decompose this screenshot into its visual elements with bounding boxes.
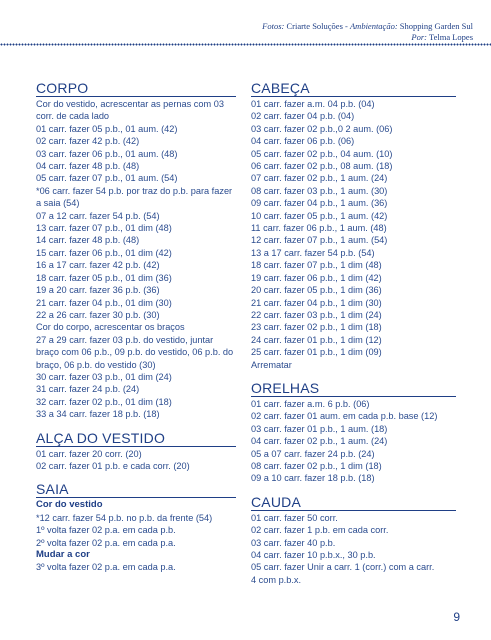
instruction-line: 13 carr. fazer 07 p.b., 01 dim (48) <box>36 223 172 234</box>
instruction-line: 05 carr. fazer 07 p.b., 01 aum. (54) <box>36 173 178 184</box>
credits-header <box>262 21 473 43</box>
instruction-line: 03 carr. fazer 06 p.b., 01 aum. (48) <box>36 148 178 159</box>
author-value: Telma Lopes <box>428 32 473 42</box>
instruction-line: 13 a 17 carr. fazer 54 p.b. (54) <box>251 247 375 258</box>
instruction-line: 01 carr. fazer 20 corr. (20) <box>36 448 142 459</box>
instruction-line: 04 carr. fazer 10 p.b.x., 30 p.b. <box>251 550 376 560</box>
credits-line-1: Fotos: Criarte Soluções - Ambientação: Shopping Garden Sul <box>262 21 473 31</box>
right-column <box>251 80 456 595</box>
section-title: SAIA <box>36 481 236 498</box>
instruction-line: 03 carr. fazer 40 p.b. <box>251 537 336 548</box>
instruction-line: 04 carr. fazer 06 p.b. (06) <box>251 136 355 147</box>
instruction-line: 12 carr. fazer 07 p.b., 1 aum. (54) <box>251 235 388 246</box>
dotted-divider <box>0 43 491 46</box>
instruction-line: 01 carr. fazer a.m. 04 p.b. (04) <box>251 99 375 109</box>
section-title: CAUDA <box>251 494 456 511</box>
instruction-line: 09 a 10 carr. fazer 18 p.b. (18) <box>251 473 375 484</box>
instruction-line: 32 carr. fazer 02 p.b., 01 dim (18) <box>36 396 172 407</box>
instruction-line: 24 carr. fazer 01 p.b., 1 dim (12) <box>251 334 382 345</box>
instruction-line: 15 carr. fazer 06 p.b., 01 dim (42) <box>36 247 172 258</box>
instruction-line: 19 carr. fazer 06 p.b., 1 dim (42) <box>251 272 382 283</box>
instruction-line: 05 a 07 carr. fazer 24 p.b. (24) <box>251 448 375 459</box>
instruction-line: 05 carr. fazer Unir a carr. 1 (corr.) com a carr. <box>251 562 435 573</box>
ambience-label: Ambientação: <box>349 21 398 31</box>
instruction-line: *12 carr. fazer 54 p.b. no p.b. da frente (54) <box>36 512 213 523</box>
instruction-line: 07 a 12 carr. fazer 54 p.b. (54) <box>36 210 160 221</box>
cabeca-lines <box>251 98 456 371</box>
left-column <box>36 80 236 583</box>
instruction-line: 02 carr. fazer 04 p.b. (04) <box>251 111 355 122</box>
instruction-line: Cor do vestido, acrescentar as pernas com 03 <box>36 99 224 109</box>
saia-subheading-change: Mudar a cor <box>36 549 90 560</box>
instruction-line: 18 carr. fazer 07 p.b., 1 dim (48) <box>251 260 382 271</box>
section-corpo <box>36 80 236 421</box>
instruction-line: 04 carr. fazer 48 p.b. (48) <box>36 161 140 172</box>
instruction-line: 10 carr. fazer 05 p.b., 1 aum. (42) <box>251 210 388 221</box>
instruction-line: 23 carr. fazer 02 p.b., 1 dim (18) <box>251 322 382 333</box>
instruction-line: 07 carr. fazer 02 p.b., 1 aum. (24) <box>251 173 388 184</box>
saia-lines-2 <box>36 561 236 573</box>
credits-line-2 <box>262 32 473 43</box>
instruction-line: 3º volta fazer 02 p.a. em cada p.a. <box>36 562 176 573</box>
instruction-line: 16 a 17 carr. fazer 42 p.b. (42) <box>36 260 160 271</box>
orelhas-lines <box>251 398 456 485</box>
section-title: ALÇA DO VESTIDO <box>36 430 236 447</box>
instruction-line: 01 carr. fazer 05 p.b., 01 aum. (42) <box>36 123 178 134</box>
instruction-line: 4 com p.b.x. <box>251 574 302 585</box>
instruction-line: 04 carr. fazer 02 p.b., 1 aum. (24) <box>251 436 388 447</box>
instruction-line: 22 carr. fazer 03 p.b., 1 dim (24) <box>251 309 382 320</box>
instruction-line: Cor do corpo, acrescentar os braços <box>36 322 185 333</box>
instruction-line: 25 carr. fazer 01 p.b., 1 dim (09) <box>251 347 382 358</box>
instruction-line: 31 carr. fazer 24 p.b. (24) <box>36 384 140 395</box>
instruction-line: 22 a 26 carr. fazer 30 p.b. (30) <box>36 309 160 320</box>
section-title: CORPO <box>36 80 236 97</box>
instruction-line: 08 carr. fazer 02 p.b., 1 dim (18) <box>251 460 382 471</box>
photos-label: Fotos: <box>262 21 285 31</box>
instruction-line: 20 carr. fazer 05 p.b., 1 dim (36) <box>251 285 382 296</box>
instruction-line: 02 carr. fazer 01 p.b. e cada corr. (20) <box>36 460 190 471</box>
instruction-line: 02 carr. fazer 42 p.b. (42) <box>36 136 140 147</box>
instruction-line: 19 a 20 carr. fazer 36 p.b. (36) <box>36 285 160 296</box>
saia-lines-1 <box>36 512 236 549</box>
instruction-line: 06 carr. fazer 02 p.b., 08 aum. (18) <box>251 161 393 172</box>
instruction-line: 21 carr. fazer 04 p.b., 1 dim (30) <box>251 297 382 308</box>
instruction-line: 2º volta fazer 02 p.a. em cada p.a. <box>36 537 176 548</box>
section-alca <box>36 430 236 473</box>
saia-subheading-color: Cor do vestido <box>36 499 103 511</box>
instruction-line: 21 carr. fazer 04 p.b., 01 dim (30) <box>36 297 172 308</box>
section-cauda <box>251 494 456 586</box>
instruction-line: 30 carr. fazer 03 p.b., 01 dim (24) <box>36 371 172 382</box>
author-label: Por: <box>411 32 427 42</box>
instruction-line: 03 carr. fazer 01 p.b., 1 aum. (18) <box>251 423 388 434</box>
photos-value: Criarte Soluções <box>286 21 343 31</box>
instruction-line: 11 carr. fazer 06 p.b., 1 aum. (48) <box>251 223 387 234</box>
instruction-line: 05 carr. fazer 02 p.b., 04 aum. (10) <box>251 148 393 159</box>
corpo-lines <box>36 98 236 421</box>
instruction-line: 33 a 34 carr. fazer 18 p.b. (18) <box>36 409 160 420</box>
instruction-line: 09 carr. fazer 04 p.b., 1 aum. (36) <box>251 198 388 209</box>
instruction-line: 08 carr. fazer 03 p.b., 1 aum. (30) <box>251 185 388 196</box>
instruction-line: 02 carr. fazer 01 aum. em cada p.b. base (12) <box>251 411 438 422</box>
ambience-value: Shopping Garden Sul <box>399 21 473 31</box>
instruction-line: *06 carr. fazer 54 p.b. por traz do p.b. para fazer <box>36 185 233 196</box>
cauda-lines <box>251 512 456 586</box>
section-title: ORELHAS <box>251 380 456 397</box>
section-orelhas <box>251 380 456 485</box>
section-title: CABEÇA <box>251 80 456 97</box>
page-number: 9 <box>453 610 460 624</box>
instruction-line: Arrematar <box>251 359 292 370</box>
instruction-line: 01 carr. fazer a.m. 6 p.b. (06) <box>251 398 370 409</box>
instruction-line: 02 carr. fazer 1 p.b. em cada corr. <box>251 525 389 536</box>
instruction-line: 14 carr. fazer 48 p.b. (48) <box>36 235 140 246</box>
instruction-line: 18 carr. fazer 05 p.b., 01 dim (36) <box>36 272 172 283</box>
section-cabeca <box>251 80 456 371</box>
instruction-line: braço, 06 p.b. do vestido (30) <box>36 359 156 370</box>
instruction-line: corr. de cada lado <box>36 111 110 122</box>
instruction-line: 01 carr. fazer 50 corr. <box>251 512 338 523</box>
instruction-line: a saia (54) <box>36 198 80 209</box>
instruction-line: 03 carr. fazer 02 p.b.,0 2 aum. (06) <box>251 123 393 134</box>
instruction-line: braço com 06 p.b., 09 p.b. do vestido, 06 p.b. do <box>36 347 234 358</box>
instruction-line: 27 a 29 carr. fazer 03 p.b. do vestido, juntar <box>36 334 214 345</box>
alca-lines <box>36 448 236 473</box>
section-saia <box>36 481 236 573</box>
instruction-line: 1º volta fazer 02 p.a. em cada p.b. <box>36 525 176 536</box>
